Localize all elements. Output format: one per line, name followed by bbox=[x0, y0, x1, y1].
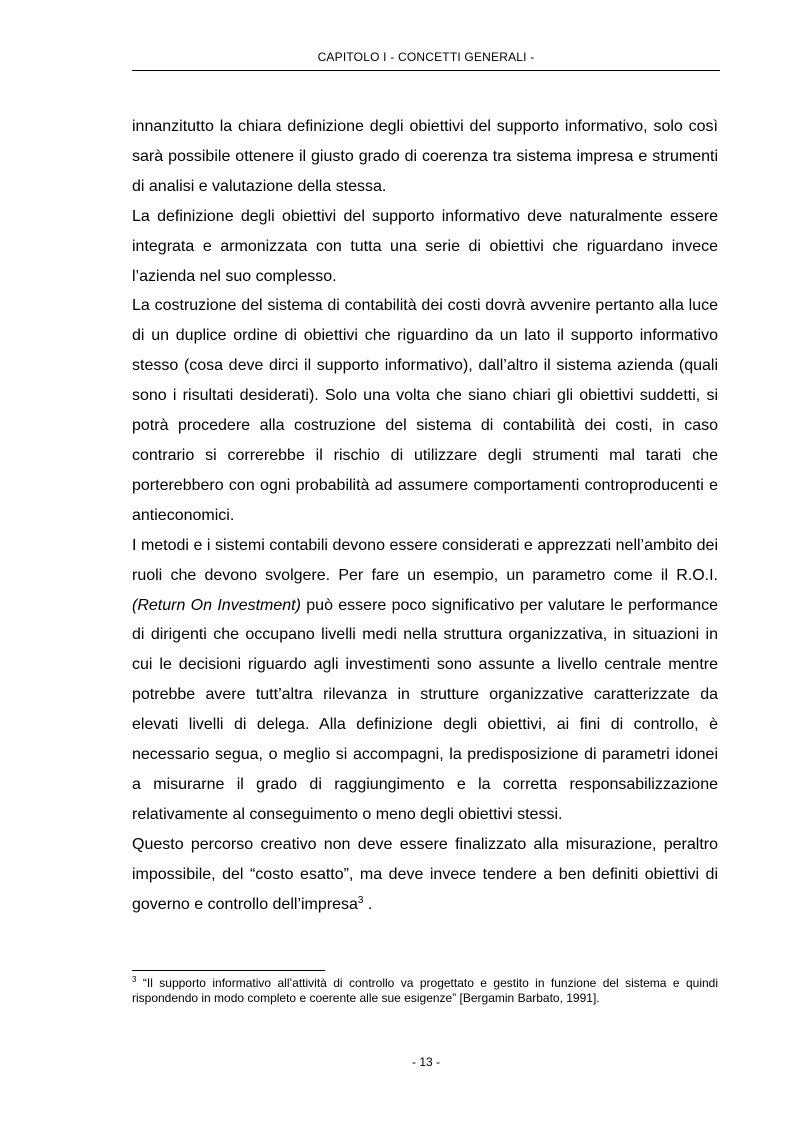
paragraph-4 bbox=[132, 531, 718, 830]
footnote-divider bbox=[132, 970, 325, 971]
paragraph-1: innanzitutto la chiara definizione degli obiettivi del supporto informativo, solo così sarà possibile ottenere il giusto grado di coerenza tra sistema impresa e strumenti di analisi e valutazione della stessa. bbox=[132, 118, 718, 195]
roi-italic-term: (Return On Investment) bbox=[132, 596, 301, 614]
body-text bbox=[132, 112, 718, 919]
paragraph-4-text-end: può essere poco significativo per valutare le performance di dirigenti che occupano livelli medi nella struttura organizzativa, in situazioni in cui le decisioni riguardo agli investimenti sono assunte a livello centrale mentre potrebbe avere tutt’altra rilevanza in strutture organizzative caratterizzate da elevati livelli di delega. Alla definizione degli obiettivi, ai fini di controllo, è necessario segua, o meglio si accompagni, la predisposizione di parametri idonei a misurarne il grado di raggiungimento e la corretta responsabilizzazione relativamente al conseguimento o meno degli obiettivi stessi. bbox=[132, 596, 718, 823]
paragraph-2: La definizione degli obiettivi del supporto informativo deve naturalmente essere integrata e armonizzata con tutta una serie di obiettivi che riguardano invece l’azienda nel suo complesso. bbox=[132, 207, 718, 285]
paragraph-4-text-start: I metodi e i sistemi contabili devono essere considerati e apprezzati nell’ambito dei ruoli che devono svolgere. Per fare un esempio, un parametro come il R.O.I. bbox=[132, 536, 718, 584]
footnote-reference: 3 bbox=[357, 894, 364, 906]
footnote-text: “Il supporto informativo all’attività di controllo va progettato e gestito in funzione del sistema e quindi rispondendo in modo completo e coerente alle sue esigenze” [Bergamin Barbato, 1991]. bbox=[132, 976, 718, 1005]
header-divider bbox=[132, 70, 720, 71]
paragraph-5 bbox=[132, 830, 718, 920]
footnote bbox=[132, 976, 718, 1006]
paragraph-5-text: Questo percorso creativo non deve essere finalizzato alla misurazione, peraltro impossibile, del “costo esatto”, ma deve invece tendere a ben definiti obiettivi di governo e controllo dell’impresa bbox=[132, 835, 718, 913]
paragraph-3: La costruzione del sistema di contabilità dei costi dovrà avvenire pertanto alla luce di un duplice ordine di obiettivi che riguardino da un lato il supporto informativo stesso (cosa deve dirci il supporto informativo), dall’altro il sistema azienda (quali sono i risultati desiderati). Solo una volta che siano chiari gli obiettivi suddetti, si potrà procedere alla costruzione del sistema di contabilità dei costi, in caso contrario si correrebbe il rischio di utilizzare degli strumenti mal tarati che porterebbero con ogni probabilità ad assumere comportamenti controproducenti e antieconomici. bbox=[132, 297, 718, 524]
page-number: - 13 - bbox=[411, 1055, 440, 1069]
paragraph-5-end: . bbox=[363, 895, 373, 913]
footnote-number: 3 bbox=[132, 975, 137, 984]
page-header: CAPITOLO I - CONCETTI GENERALI - bbox=[317, 50, 535, 64]
